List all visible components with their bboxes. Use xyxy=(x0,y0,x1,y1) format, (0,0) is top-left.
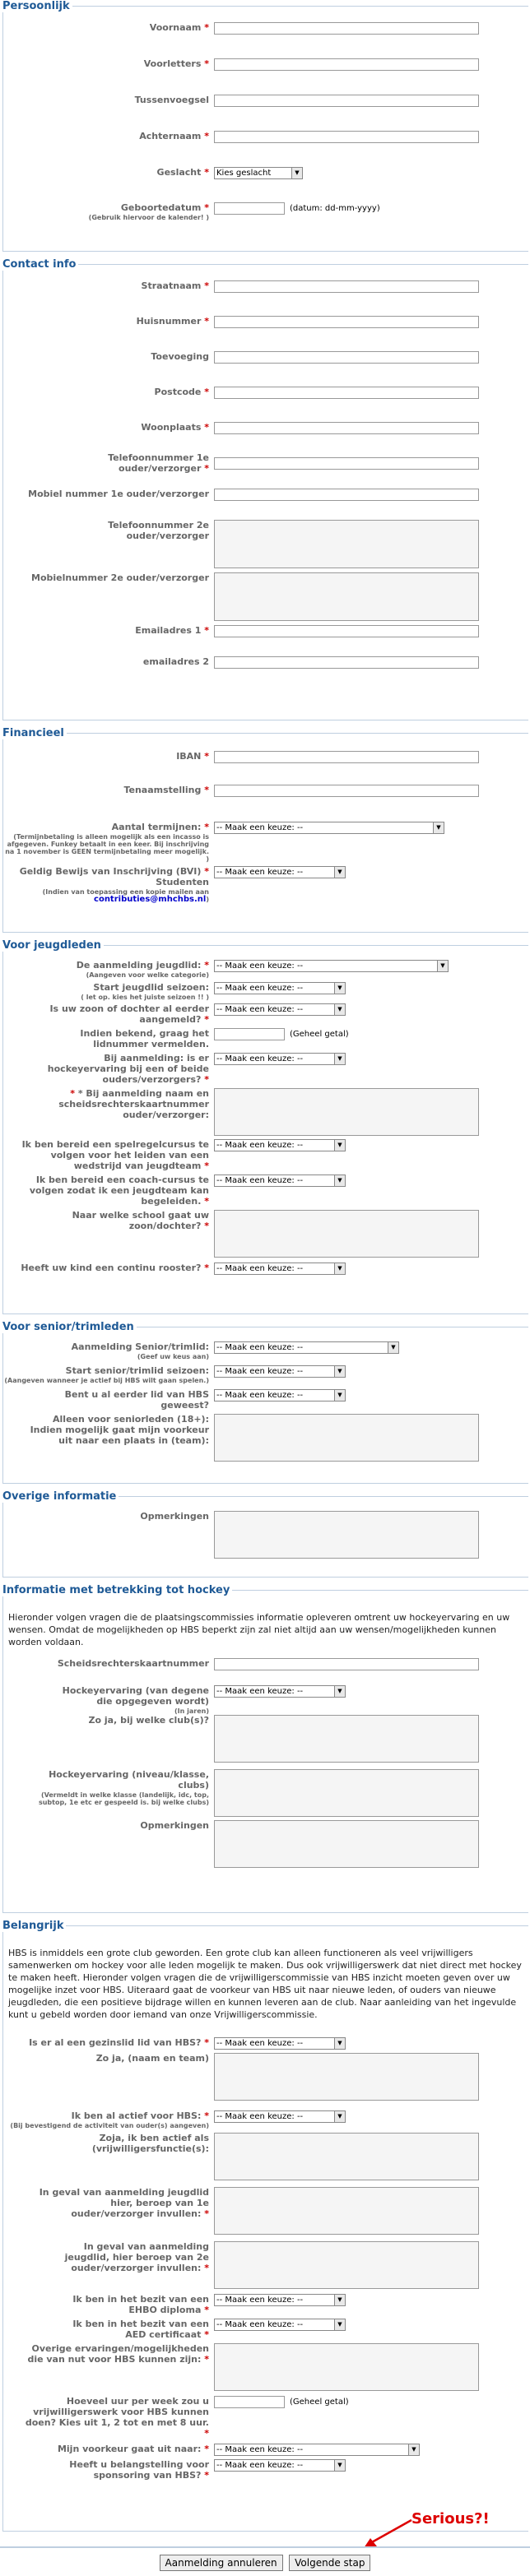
uren-input[interactable] xyxy=(214,2396,285,2408)
chevron-down-icon: ▼ xyxy=(334,1390,345,1401)
chevron-down-icon: ▼ xyxy=(408,2444,419,2455)
functie-textarea[interactable] xyxy=(214,2133,479,2180)
postcode-input[interactable] xyxy=(214,387,479,399)
cancel-button[interactable]: Aanmelding annuleren xyxy=(160,2555,283,2571)
ervaring-ouders-label: Bij aanmelding: is er hockeyervaring bij een of beide ouders/verzorgers? xyxy=(47,1053,209,1085)
niveau-textarea[interactable] xyxy=(214,1769,479,1817)
important-intro: HBS is inmiddels een grote club geworden. Een grote club kan alleen functioneren als veel vrijwilligers samenwerken om hockey voor alle leden mogelijk te maken. Dus ook vrijwilligerswerk dat niet direct met hockey te maken heeft. Hieronder volgen vragen die de vrijwilligerscommissie van HBS inzicht moeten geven over uw mogelijke inzet voor HBS. Uiteraard gaat de voorkeur van HBS uit naar nieuwe leden, of ouders van nieuwe jeugdleden, die een positieve bijdrage willen en kunnen leveren aan de club. Naar aanleiding van het ingevulde kunt u gebeld worden door iemand van onze Vrijwilligerscommissie. xyxy=(8,1948,522,2020)
hockey-intro: Hieronder volgen vragen die de plaatsingscommissies informatie opleveren omtrent uw hockeyervaring en uw wensen. Omdat de mogelijkheden op HBS beperkt zijn zal niet altijd aan uw wensen/mogelijkheden kunnen worden voldaan. xyxy=(8,1612,510,1647)
start-jeugd-select[interactable]: -- Maak een keuze: -- ▼ xyxy=(214,982,346,994)
chevron-down-icon: ▼ xyxy=(334,2460,345,2471)
actief-select[interactable]: -- Maak een keuze: -- ▼ xyxy=(214,2110,346,2123)
lidnummer-input[interactable] xyxy=(214,1028,285,1040)
achternaam-label: Achternaam xyxy=(139,131,202,141)
senior-eerder-label: Bent u al eerder lid van HBS geweest? xyxy=(64,1389,209,1411)
ervaring-ouders-select[interactable]: -- Maak een keuze: -- ▼ xyxy=(214,1053,346,1065)
geboortedatum-label: Geboortedatum xyxy=(120,202,202,213)
voornaam-label: Voornaam xyxy=(149,22,202,33)
tenaam-label: Tenaamstelling xyxy=(123,785,202,795)
bvi-note: (Indien van toepassing een kopie mailen aan xyxy=(42,888,209,896)
rooster-select[interactable]: -- Maak een keuze: -- ▼ xyxy=(214,1263,346,1275)
hockey-ervaring-label: Hockeyervaring (van degene die opgegeven wordt) xyxy=(62,1685,209,1707)
zoja-label: Zo ja, (naam en team) xyxy=(95,2053,209,2064)
section-other xyxy=(2,1490,528,1578)
chevron-down-icon: ▼ xyxy=(437,961,448,971)
scheids-textarea[interactable] xyxy=(214,1088,479,1136)
actief-note: (Bij bevestigend de activiteit van ouder(s) aangeven) xyxy=(10,2122,209,2129)
zoja-textarea[interactable] xyxy=(214,2053,479,2101)
beroep1-label: In geval van aanmelding jeugdlid hier, beroep van 1e ouder/verzorger invullen: xyxy=(39,2187,209,2219)
section-important-title: Belangrijk xyxy=(2,1920,64,1932)
sponsoring-label: Heeft u belangstelling voor sponsoring van HBS? xyxy=(69,2459,209,2481)
clubs-textarea[interactable] xyxy=(214,1715,479,1763)
chevron-down-icon: ▼ xyxy=(291,168,302,178)
achternaam-input[interactable] xyxy=(214,131,479,143)
senior-team-textarea[interactable] xyxy=(214,1414,479,1462)
sponsoring-select[interactable]: -- Maak een keuze: -- ▼ xyxy=(214,2459,346,2472)
toevoeging-input[interactable] xyxy=(214,351,479,364)
termijnen-note: (Termijnbetaling is alleen mogelijk als een incasso is afgegeven. Funkey betaalt in een keer. Bij inschrijving na 1 november is GEEN termijnbetaling meer mogelijk. ) xyxy=(5,833,209,863)
termijnen-label: Aantal termijnen: xyxy=(111,822,202,832)
chevron-down-icon: ▼ xyxy=(334,867,345,878)
chevron-down-icon: ▼ xyxy=(334,1366,345,1377)
ehbo-select[interactable]: -- Maak een keuze: -- ▼ xyxy=(214,2294,346,2306)
hockey-ervaring-note: (In jaren) xyxy=(174,1707,209,1715)
chevron-down-icon: ▼ xyxy=(334,2038,345,2049)
aanmelding-note: (Aangeven voor welke categorie) xyxy=(86,971,209,979)
divider xyxy=(0,2546,530,2548)
tel1-input[interactable] xyxy=(214,457,479,470)
chevron-down-icon: ▼ xyxy=(334,1686,345,1697)
gezin-label: Is er al een gezinslid lid van HBS? xyxy=(29,2037,202,2048)
tussenvoegsel-label: Tussenvoegsel xyxy=(134,95,209,105)
senior-aanmelding-label: Aanmelding Senior/trimlid: xyxy=(71,1341,209,1352)
bvi-select[interactable]: -- Maak een keuze: -- ▼ xyxy=(214,866,346,878)
section-senior-title: Voor senior/trimleden xyxy=(2,1321,134,1333)
chevron-down-icon: ▼ xyxy=(334,1175,345,1186)
school-textarea[interactable] xyxy=(214,1210,479,1258)
chevron-down-icon: ▼ xyxy=(334,1054,345,1064)
bvi-label: Geldig Bewijs van Inschrijving (BVI) xyxy=(19,866,202,877)
hockey-opmerkingen-textarea[interactable] xyxy=(214,1820,479,1868)
section-other-title: Overige informatie xyxy=(2,1490,117,1503)
tel2-textarea[interactable] xyxy=(214,520,479,568)
iban-input[interactable] xyxy=(214,751,479,763)
functie-label: Zoja, ik ben actief als (vrijwilligersfunctie(s): xyxy=(91,2133,209,2154)
email1-label: Emailadres 1 xyxy=(135,625,202,636)
clubs-label: Zo ja, bij welke club(s)? xyxy=(88,1715,209,1726)
overige-label: Overige ervaringen/mogelijkheden die van nut voor HBS kunnen zijn: xyxy=(27,2343,209,2365)
annotation-text: Serious?! xyxy=(411,2510,490,2527)
annotation-arrow-icon xyxy=(354,2517,420,2555)
geboortedatum-hint: (datum: dd-mm-yyyy) xyxy=(290,204,380,213)
section-personal: Persoonlijk Voornaam * Voorletters * Tussenvoegsel Achternaam * Geslacht * Kies geslacht ▼ Geboortedatum * (Gebruik hiervoor de kalender! ) (datum: dd-mm-yyyy) xyxy=(2,0,528,252)
section-hockey-title: Informatie met betrekking tot hockey xyxy=(2,1584,230,1596)
aanmelding-jeugd-select[interactable]: -- Maak een keuze: -- ▼ xyxy=(214,960,449,972)
section-contact: Contact info Straatnaam * Huisnummer * Toevoeging Postcode * Woonplaats * Telefoonnummer 1e ouder/verzorger * Mobiel nummer 1e ouder/verzorger Telefoonnummer 2e ouder/verzorger Mobielnummer 2e ouder/verzorger Emailadres 1 * emailadres 2 xyxy=(2,258,528,720)
section-financial: Financieel IBAN * Tenaamstelling * Aantal termijnen: * (Termijnbetaling is alleen mogelijk als een incasso is afgegeven. Funkey betaalt in een keer. Bij inschrijving na 1 november is GEEN termijnbetaling meer mogelijk. ) -- Maak een keuze: -- ▼ Geldig Bewijs van Inschrijving (BVI) * Studenten (Indien van toepassing een kopie mailen aan contributies@mhchbs.nl) -- Maak een keuze: -- ▼ xyxy=(2,727,528,933)
mob1-input[interactable] xyxy=(214,489,479,501)
gezin-select[interactable]: -- Maak een keuze: -- ▼ xyxy=(214,2037,346,2050)
tel2-label: Telefoonnummer 2e ouder/verzorger xyxy=(108,520,209,541)
mob2-textarea[interactable] xyxy=(214,572,479,621)
spelregel-select[interactable]: -- Maak een keuze: -- ▼ xyxy=(214,1139,346,1151)
form-buttons xyxy=(0,2555,530,2571)
geslacht-label: Geslacht xyxy=(156,167,202,178)
uren-hint: (Geheel getal) xyxy=(290,2398,349,2407)
woonplaats-input[interactable] xyxy=(214,422,479,434)
voorkeur-select[interactable]: -- Maak een keuze: -- ▼ xyxy=(214,2444,420,2456)
zoon-label: Is uw zoon of dochter al eerder aangemeld? xyxy=(49,1003,209,1025)
chevron-down-icon: ▼ xyxy=(334,1004,345,1015)
iban-label: IBAN xyxy=(176,751,202,762)
section-hockey xyxy=(2,1584,528,1913)
woonplaats-label: Woonplaats xyxy=(141,422,202,433)
niveau-label: Hockeyervaring (niveau/klasse, clubs) xyxy=(49,1769,209,1791)
email1-input[interactable] xyxy=(214,625,479,637)
toevoeging-label: Toevoeging xyxy=(151,351,209,362)
voorletters-input[interactable] xyxy=(214,58,479,71)
mob1-label: Mobiel nummer 1e ouder/verzorger xyxy=(28,489,209,499)
senior-start-note: (Aangeven wanneer je actief bij HBS wilt gaan spelen.) xyxy=(4,1377,209,1384)
email2-label: emailadres 2 xyxy=(142,656,209,667)
tussenvoegsel-input[interactable] xyxy=(214,95,479,107)
hockey-opmerkingen-label: Opmerkingen xyxy=(140,1820,209,1831)
chevron-down-icon: ▼ xyxy=(433,822,444,833)
chevron-down-icon: ▼ xyxy=(334,2111,345,2122)
bvi-email-link[interactable]: contributies@mhchbs.nl xyxy=(94,895,207,904)
mob2-label: Mobielnummer 2e ouder/verzorger xyxy=(31,572,209,583)
voornaam-input[interactable] xyxy=(214,22,479,35)
senior-start-select[interactable]: -- Maak een keuze: -- ▼ xyxy=(214,1365,346,1378)
uren-label: Hoeveel uur per week zou u vrijwilligerswerk voor HBS kunnen doen? Kies uit 1, 2 tot en met 8 uur. xyxy=(25,2396,209,2428)
ehbo-label: Ik ben in het bezit van een EHBO diploma xyxy=(72,2294,209,2315)
voorkeur-label: Mijn voorkeur gaat uit naar: xyxy=(57,2444,202,2454)
bvi-suffix: Studenten xyxy=(156,877,209,887)
email2-input[interactable] xyxy=(214,656,479,669)
aed-label: Ik ben in het bezit van een AED certificaat xyxy=(72,2319,209,2340)
straatnaam-label: Straatnaam xyxy=(141,280,202,291)
other-opmerkingen-label: Opmerkingen xyxy=(140,1511,209,1522)
start-jeugd-note: ( let op. kies het juiste seizoen !! ) xyxy=(81,994,209,1001)
senior-aanmelding-note: (Geef uw keus aan) xyxy=(137,1353,209,1360)
niveau-note: (Vermeldt in welke klasse (landelijk, idc, top, subtop, 1e etc er gespeeld is. bij welke clubs) xyxy=(38,1791,209,1806)
termijnen-select[interactable]: -- Maak een keuze: -- ▼ xyxy=(214,822,444,834)
zoon-select[interactable]: -- Maak een keuze: -- ▼ xyxy=(214,1003,346,1016)
straatnaam-input[interactable] xyxy=(214,280,479,293)
chevron-down-icon: ▼ xyxy=(334,1263,345,1274)
chevron-down-icon: ▼ xyxy=(388,1342,398,1353)
geboortedatum-input[interactable] xyxy=(214,202,285,215)
huisnummer-input[interactable] xyxy=(214,316,479,328)
aanmelding-label: De aanmelding jeugdlid: xyxy=(76,960,202,971)
senior-eerder-select[interactable]: -- Maak een keuze: -- ▼ xyxy=(214,1389,346,1402)
voorletters-label: Voorletters xyxy=(143,58,202,69)
section-youth-title: Voor jeugdleden xyxy=(2,939,101,952)
hockey-ervaring-select[interactable]: -- Maak een keuze: -- ▼ xyxy=(214,1685,346,1698)
beroep2-label: In geval van aanmelding jeugdlid, hier beroep van 2e ouder/verzorger invullen: xyxy=(64,2241,209,2273)
beroep1-textarea[interactable] xyxy=(214,2187,479,2235)
section-youth: Voor jeugdleden De aanmelding jeugdlid: * (Aangeven voor welke categorie) -- Maak een keuze: -- ▼ Start jeugdlid seizoen: ( let op. kies het juiste seizoen !! ) -- Maak een keuze: -- ▼ Is uw zoon of dochter al eerder aangemeld? * -- Maak een keuze: -- ▼ Indien bekend, graag het lidnummer vermelden. (Geheel getal) Bij aanmelding: is er hockeyervaring bij een of beide ouders/verzorgers? * -- Maak een keuze: -- ▼ * * Bij aanmelding naam en scheidsrechterskaartnummer ouder/verzorger: Ik ben bereid een spelregelcursus te volgen voor het leiden van een wedstrijd van jeugdteam * -- Maak een keuze: -- ▼ Ik ben bereid een coach-cursus te volgen zodat ik een jeugdteam kan begeleiden. * -- Maak een keuze: -- ▼ Naar welke school gaat uw zoon/dochter? * Heeft uw kind een continu rooster? * -- Maak een keuze: -- ▼ xyxy=(2,939,528,1314)
lidnummer-label: Indien bekend, graag het lidnummer vermelden. xyxy=(80,1028,209,1049)
geslacht-select[interactable]: Kies geslacht ▼ xyxy=(214,167,303,179)
postcode-label: Postcode xyxy=(154,387,202,397)
senior-team-label: Alleen voor seniorleden (18+): Indien mogelijk gaat mijn voorkeur uit naar een plaats in (team): xyxy=(30,1414,209,1446)
next-step-button[interactable]: Volgende stap xyxy=(289,2555,370,2571)
senior-start-label: Start senior/trimlid seizoen: xyxy=(65,1365,209,1376)
coach-select[interactable]: -- Maak een keuze: -- ▼ xyxy=(214,1174,346,1187)
beroep2-textarea[interactable] xyxy=(214,2241,479,2289)
chevron-down-icon: ▼ xyxy=(334,2319,345,2330)
senior-aanmelding-select[interactable]: -- Maak een keuze: -- ▼ xyxy=(214,1341,399,1354)
chevron-down-icon: ▼ xyxy=(334,983,345,994)
rooster-label: Heeft uw kind een continu rooster? xyxy=(21,1263,202,1273)
lidnummer-hint: (Geheel getal) xyxy=(290,1030,349,1039)
overige-textarea[interactable] xyxy=(214,2343,479,2391)
section-important: Belangrijk HBS is inmiddels een grote club geworden. Een grote club kan alleen functioneren als veel vrijwilligers samenwerken om hockey voor alle leden mogelijk te maken. Dus ook vrijwilligerswerk dat niet direct met hockey te maken heeft. Hieronder volgen vragen die de vrijwilligerscommissie van HBS inzicht moeten geven over uw mogelijke inzet voor HBS. Uiteraard gaat de voorkeur van HBS uit naar nieuwe leden, of ouders van nieuwe jeugdleden, die een positieve bijdrage willen en kunnen leveren aan de club. Naar aanleiding van het ingevulde kunt u gebeld worden door iemand van onze Vrijwilligerscommissie. Is er al een gezinslid lid van HBS? * -- Maak een keuze: -- ▼ Zo ja, (naam en team) Ik ben al actief voor HBS: * (Bij bevestigend de activiteit van ouder(s) aangeven) -- Maak een keuze: -- ▼ Zoja, ik ben actief als (vrijwilligersfunctie(s): In geval van aanmelding jeugdlid hier, beroep van 1e ouder/verzorger invullen: * In geval van aanmelding jeugdlid, hier beroep van 2e ouder/verzorger invullen: * Ik ben in het bezit van een EHBO diploma * -- Maak een keuze: -- ▼ Ik ben in het bezit van een AED certificaat * -- Maak een keuze: -- ▼ Overige ervaringen/mogelijkheden die van nut voor HBS kunnen zijn: * Hoeveel uur per week zou u vrijwilligerswerk voor HBS kunnen doen? Kies uit 1, 2 tot en met 8 uur. * (Geheel getal) Mijn voorkeur gaat uit naar: * -- Maak een keuze: -- ▼ Heeft u belangstelling voor sponsoring van HBS? * -- Maak een keuze: -- ▼ xyxy=(2,1920,528,2532)
scheids-label: * Bij aanmelding naam en scheidsrechterskaartnummer ouder/verzorger: xyxy=(58,1088,209,1120)
section-contact-title: Contact info xyxy=(2,258,77,271)
tel1-label: Telefoonnummer 1e ouder/verzorger xyxy=(108,452,209,474)
section-personal-title: Persoonlijk xyxy=(2,0,70,12)
coach-label: Ik ben bereid een coach-cursus te volgen zodat ik een jeugdteam kan begeleiden. xyxy=(29,1174,209,1207)
other-opmerkingen-textarea[interactable] xyxy=(214,1511,479,1559)
spelregel-label: Ik ben bereid een spelregelcursus te volgen voor het leiden van een wedstrijd van jeugdteam xyxy=(21,1139,209,1171)
section-senior xyxy=(2,1321,528,1484)
start-jeugd-label: Start jeugdlid seizoen: xyxy=(93,982,209,993)
tenaam-input[interactable] xyxy=(214,785,479,797)
aed-select[interactable]: -- Maak een keuze: -- ▼ xyxy=(214,2319,346,2331)
section-financial-title: Financieel xyxy=(2,727,64,739)
geboortedatum-note: (Gebruik hiervoor de kalender! ) xyxy=(88,214,209,221)
actief-label: Ik ben al actief voor HBS: xyxy=(71,2110,202,2121)
huisnummer-label: Huisnummer xyxy=(136,316,202,327)
kaart-label: Scheidsrechterskaartnummer xyxy=(57,1658,209,1669)
chevron-down-icon: ▼ xyxy=(334,1140,345,1151)
kaart-input[interactable] xyxy=(214,1658,479,1670)
school-label: Naar welke school gaat uw zoon/dochter? xyxy=(72,1210,209,1231)
chevron-down-icon: ▼ xyxy=(334,2295,345,2305)
